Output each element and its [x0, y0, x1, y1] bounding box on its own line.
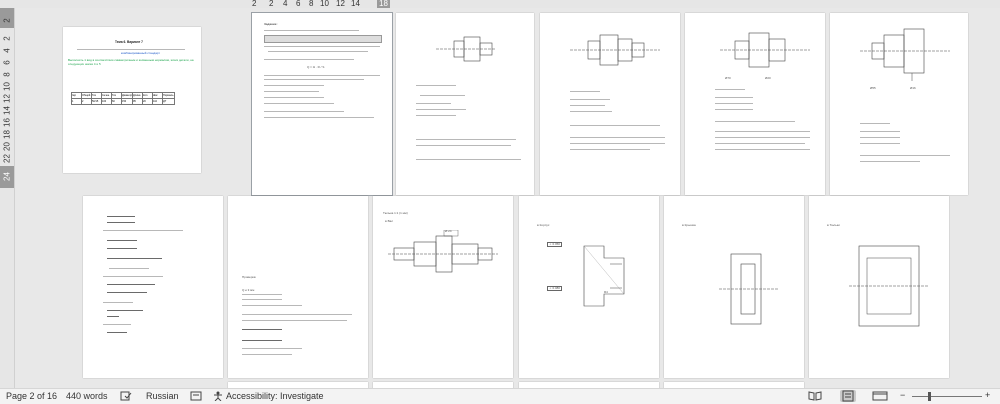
text-line	[715, 149, 810, 150]
shaft-drawing	[388, 230, 498, 280]
table-cell: 20	[143, 99, 153, 105]
page-thumbnail-12[interactable]	[809, 196, 949, 378]
parameters-table	[71, 92, 175, 105]
ruler-tick: 10	[320, 0, 329, 8]
document-canvas[interactable]	[15, 8, 1000, 388]
vertical-ruler[interactable]	[0, 8, 15, 388]
text-line	[77, 49, 185, 50]
word-count[interactable]: 440 words	[66, 391, 108, 401]
ruler-tick: 4	[2, 48, 12, 53]
dim-label: Ø 24	[445, 229, 452, 233]
ruler-tick: 2	[269, 0, 274, 8]
ruler-tick: 12	[2, 94, 12, 103]
formula-line	[242, 340, 282, 341]
text-line	[715, 97, 753, 98]
text-line	[715, 131, 810, 132]
text-line	[570, 105, 605, 106]
ruler-tick: 20	[2, 142, 12, 151]
text-line	[570, 125, 660, 126]
text-line	[242, 294, 282, 295]
text-line	[570, 111, 612, 112]
shaft-drawing	[860, 23, 950, 83]
table-cell: 60	[112, 99, 122, 105]
ruler-tick: 6	[2, 60, 12, 65]
table-cell: ДТ	[163, 99, 174, 105]
table-cell: 150	[122, 99, 133, 105]
page-thumbnail-9[interactable]	[373, 196, 513, 378]
text-line	[715, 121, 795, 122]
cover-drawing	[719, 246, 779, 336]
text-line	[416, 109, 466, 110]
page-heading: Задание:	[264, 22, 278, 26]
text-line	[103, 276, 163, 277]
text-line	[570, 149, 650, 150]
shaft-drawing	[436, 31, 496, 71]
bullet-point: ● Крышка	[682, 223, 696, 227]
ruler-tick: 24	[2, 172, 12, 181]
ruler-tick: 14	[351, 0, 360, 8]
text-line	[570, 99, 610, 100]
bullet-point: ● Тюльки	[827, 223, 840, 227]
text-line	[416, 159, 521, 160]
text-line	[570, 137, 665, 138]
table-header: Нормаль	[163, 94, 174, 97]
bullet-point: ● Корпус	[537, 223, 550, 227]
text-line	[103, 302, 133, 303]
dim-label: Ø70	[725, 76, 731, 80]
table-header: Сечен.	[102, 94, 110, 97]
print-layout-button[interactable]	[840, 390, 856, 402]
text-line	[242, 320, 347, 321]
text-line	[715, 143, 805, 144]
text-line	[860, 123, 890, 124]
page-thumbnail-7[interactable]	[83, 196, 223, 378]
ruler-tick: 10	[2, 82, 12, 91]
page-thumbnail-2[interactable]	[252, 13, 392, 195]
accessibility-icon[interactable]	[212, 391, 224, 404]
macro-icon[interactable]	[190, 391, 202, 404]
text-line	[570, 143, 665, 144]
text-line	[860, 131, 900, 132]
page-thumbnail-10[interactable]	[519, 196, 659, 378]
ruler-tick: 4	[283, 0, 288, 8]
dim-label: R4	[604, 290, 608, 294]
text-line	[416, 139, 516, 140]
formula-line	[107, 284, 155, 285]
formula-line	[107, 316, 119, 317]
web-layout-button[interactable]	[872, 390, 888, 402]
table-cell: 95	[133, 99, 143, 105]
table-cell: 2	[82, 99, 92, 105]
page-thumbnail-4[interactable]	[540, 13, 680, 195]
text-line	[109, 268, 149, 269]
table-header: Общий	[82, 94, 91, 97]
text-line	[264, 111, 344, 112]
table-cell: 100	[102, 99, 112, 105]
text-line	[264, 75, 380, 76]
page-thumbnail-5[interactable]	[685, 13, 825, 195]
ruler-tick: 22	[2, 154, 12, 163]
text-line-label: Q ≥ 3 мм	[242, 288, 255, 292]
formula-line	[107, 248, 137, 249]
text-line	[715, 89, 745, 90]
tolerance-box: ⊥ 0.080	[549, 286, 560, 290]
text-line	[416, 145, 511, 146]
page-title: Тема 6. Вариант 7	[115, 40, 143, 44]
text-line	[103, 324, 131, 325]
text-line	[268, 51, 368, 52]
table-cell: 110	[153, 99, 163, 105]
text-line	[242, 305, 302, 306]
text-line	[264, 85, 324, 86]
ruler-tick: 2	[252, 0, 257, 8]
tolerance-box: ⊥ 0.050	[549, 242, 560, 246]
text-line	[715, 103, 753, 104]
status-bar	[0, 388, 1000, 404]
text-line	[242, 348, 302, 349]
bushing-drawing	[849, 236, 929, 336]
ruler-tick: 8	[2, 72, 12, 77]
ruler-tick: 2	[2, 18, 12, 23]
dim-label: Ø20	[765, 76, 771, 80]
text-line	[715, 137, 810, 138]
formula-line	[107, 216, 135, 217]
text-line	[264, 97, 324, 98]
ruler-tick: 8	[309, 0, 314, 8]
shaft-drawing	[720, 25, 810, 75]
text-line	[416, 85, 456, 86]
zoom-slider-track[interactable]	[912, 396, 982, 397]
text-line	[715, 109, 753, 110]
check-label: Проверка:	[242, 275, 257, 279]
zoom-slider-thumb[interactable]	[928, 392, 931, 401]
table-header: Шаг	[153, 93, 163, 99]
table-header: Ток	[92, 93, 102, 99]
header-table	[264, 35, 382, 43]
formula-line	[107, 292, 147, 293]
text-line	[416, 103, 451, 104]
table-header: №р	[72, 93, 82, 99]
text-line	[860, 137, 900, 138]
bullet-point: ● Вал	[385, 219, 394, 223]
text-line	[264, 46, 380, 47]
text-line	[264, 79, 364, 80]
page-heading: Тюлька 1:1 (1 мм)	[383, 211, 408, 215]
table-cell: 1	[72, 99, 82, 105]
green-highlight-text: Выполнить 1 вид в соответствии симметричным и косвенным нормалям, эскиз детали, на следующих шагах 4 и 5	[68, 58, 194, 66]
dim-label: Ø16	[910, 86, 916, 90]
page-thumbnail-1[interactable]	[63, 27, 201, 173]
text-line	[264, 59, 354, 60]
text-line	[416, 115, 456, 116]
zoom-in-button[interactable]: +	[985, 390, 991, 400]
language-indicator[interactable]: Russian	[146, 391, 179, 401]
horizontal-ruler[interactable]	[0, 0, 1000, 8]
formula-line	[107, 258, 162, 259]
table-header: Ток	[112, 93, 122, 99]
ruler-tick: 12	[336, 0, 345, 8]
text-line	[264, 117, 374, 118]
proofing-icon[interactable]	[120, 391, 132, 404]
text-line	[103, 230, 183, 231]
formula: Q = Ω · R / S	[307, 65, 325, 69]
table-header: Кол.	[143, 93, 153, 99]
text-line	[242, 299, 282, 300]
housing-drawing	[574, 236, 654, 316]
ruler-tick: 18	[2, 130, 12, 139]
table-cell: 50/15	[92, 99, 102, 105]
table-header: Диаметр	[122, 94, 133, 97]
text-line	[264, 91, 319, 92]
shaft-drawing	[570, 25, 660, 75]
ruler-tick: 16	[2, 118, 12, 127]
zoom-out-button[interactable]: −	[900, 390, 906, 400]
link-text[interactable]: комбинированный стандарт	[121, 51, 160, 55]
text-line	[242, 314, 352, 315]
text-line	[860, 155, 950, 156]
page-thumbnail-6[interactable]	[830, 13, 968, 195]
page-thumbnail-3[interactable]	[396, 13, 534, 195]
text-line	[242, 354, 292, 355]
page-thumbnail-11[interactable]	[664, 196, 804, 378]
text-line	[264, 30, 359, 31]
text-line	[860, 143, 900, 144]
dim-label: Ø55	[870, 86, 876, 90]
formula-line	[242, 329, 282, 330]
formula-line	[107, 240, 137, 241]
text-line	[860, 161, 920, 162]
ruler-tick: 18	[379, 0, 388, 8]
text-line	[420, 95, 465, 96]
text-line	[264, 103, 334, 104]
accessibility-status[interactable]: Accessibility: Investigate	[226, 391, 324, 401]
ruler-tick: 2	[2, 36, 12, 41]
page-thumbnail-8[interactable]	[228, 196, 368, 378]
ruler-tick: 14	[2, 106, 12, 115]
formula-line	[107, 310, 143, 311]
page-count[interactable]: Page 2 of 16	[6, 391, 58, 401]
read-mode-button[interactable]	[807, 390, 823, 402]
formula-line	[107, 222, 135, 223]
ruler-tick: 6	[296, 0, 301, 8]
text-line	[570, 91, 600, 92]
formula-line	[107, 332, 127, 333]
table-header: Длина	[133, 93, 143, 99]
